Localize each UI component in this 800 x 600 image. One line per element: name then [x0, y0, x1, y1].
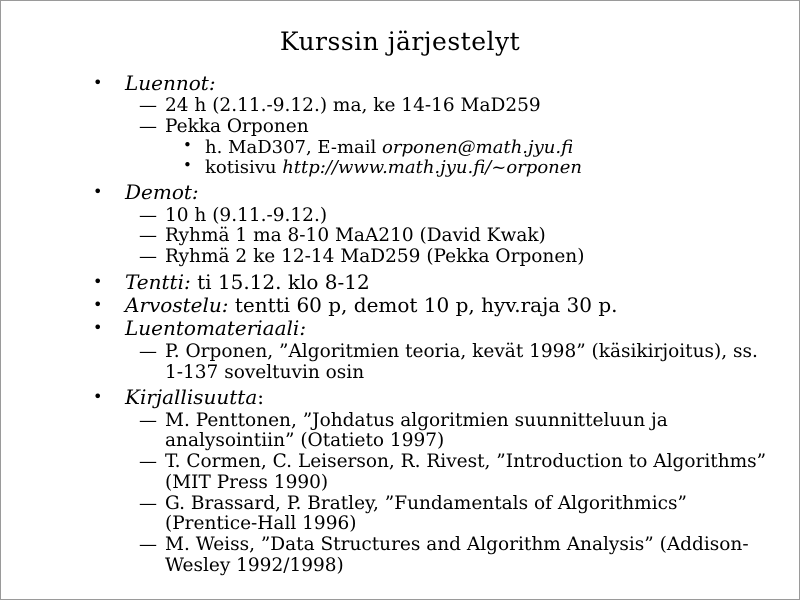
list-item	[125, 96, 775, 117]
list-item	[125, 411, 775, 452]
list-item	[79, 181, 775, 268]
list-item	[165, 155, 775, 178]
list-item-lead: Arvostelu:	[125, 293, 229, 318]
outline-list-level2	[125, 96, 775, 178]
dash-bullet-icon: —	[139, 409, 157, 431]
list-item-text: M. Penttonen, ”Johdatus algoritmien suunnitteluun ja analysointiin” (Otatieto 1997)	[165, 409, 668, 452]
list-item-lead: Tentti:	[125, 269, 191, 294]
list-item	[79, 317, 775, 383]
list-item-text	[125, 71, 216, 95]
list-item	[79, 271, 775, 293]
list-item-text: 10 h (9.11.-9.12.)	[165, 204, 328, 226]
list-item-text: G. Brassard, P. Bratley, ”Fundamentals of Algorithmics” (Prentice-Hall 1996)	[165, 492, 687, 535]
list-item-rest: ti 15.12. klo 8-12	[190, 269, 370, 294]
dash-bullet-icon: —	[139, 451, 157, 473]
list-item-text	[125, 316, 306, 340]
list-item	[79, 294, 775, 316]
list-item	[125, 206, 775, 227]
bullet-icon: •	[93, 73, 103, 92]
list-item-text: Ryhmä 1 ma 8-10 MaA210 (David Kwak)	[165, 225, 546, 247]
list-item-text: T. Cormen, C. Leiserson, R. Rivest, ”Introduction to Algorithms” (MIT Press 1990)	[165, 451, 767, 493]
list-item-rest: tentti 60 p, demot 10 p, hyv.raja 30 p.	[228, 293, 618, 318]
list-item-text: h. MaD307, E-mail	[205, 136, 383, 158]
list-item-text	[125, 293, 618, 317]
bullet-icon: •	[183, 135, 192, 154]
list-item	[79, 72, 775, 178]
dash-bullet-icon: —	[139, 204, 157, 226]
list-item-lead: Luennot:	[125, 71, 216, 95]
dash-bullet-icon: —	[139, 95, 157, 117]
bullet-icon: •	[93, 387, 103, 407]
slide-body	[1, 72, 799, 576]
list-item-lead: Demot:	[125, 180, 199, 205]
dash-bullet-icon: —	[139, 116, 157, 138]
list-item-text: Pekka Orponen	[165, 116, 309, 138]
bullet-icon: •	[93, 318, 103, 338]
list-item-text: P. Orponen, ”Algoritmien teoria, kevät 1998” (käsikirjoitus), ss. 1-137 soveltuvin osin	[165, 340, 758, 383]
outline-list-level2	[125, 206, 775, 268]
dash-bullet-icon: —	[139, 225, 157, 247]
email-text: orponen@math.jyu.fi	[382, 136, 574, 158]
dash-bullet-icon: —	[139, 492, 157, 514]
list-item	[125, 247, 775, 268]
list-item	[125, 452, 775, 493]
list-item-text: M. Weiss, ”Data Structures and Algorithm Analysis” (Addison-Wesley 1992/1998)	[165, 534, 749, 576]
list-item-lead: Luentomateriaali:	[125, 316, 307, 341]
list-item	[125, 535, 775, 576]
dash-bullet-icon: —	[139, 340, 157, 362]
list-item-text: Ryhmä 2 ke 12-14 MaD259 (Pekka Orponen)	[165, 245, 585, 267]
list-item-text: 24 h (2.11.-9.12.) ma, ke 14-16 MaD259	[165, 95, 541, 117]
outline-list-level1	[79, 72, 775, 576]
list-item	[125, 117, 775, 178]
dash-bullet-icon: —	[139, 245, 157, 267]
outline-list-level3	[165, 135, 775, 178]
list-item	[125, 226, 775, 247]
list-item	[79, 386, 775, 576]
bullet-icon: •	[93, 182, 103, 202]
homepage-url-text: http://www.math.jyu.fi/~orponen	[282, 156, 583, 178]
list-item-rest: :	[257, 385, 264, 410]
page-title: Kurssin järjestelyt	[279, 27, 521, 56]
bullet-icon: •	[93, 271, 103, 291]
list-item-text	[125, 180, 199, 204]
outline-list-level2	[125, 342, 775, 383]
list-item-lead: Kirjallisuutta	[125, 385, 258, 410]
list-item-text	[125, 385, 264, 409]
bullet-icon: •	[93, 295, 103, 315]
bullet-icon: •	[183, 155, 192, 174]
list-item	[125, 342, 775, 383]
list-item	[165, 135, 775, 158]
outline-list-level2	[125, 411, 775, 577]
list-item	[125, 494, 775, 535]
dash-bullet-icon: —	[139, 534, 157, 555]
list-item-text	[125, 270, 370, 294]
list-item-text: kotisivu	[205, 156, 283, 178]
